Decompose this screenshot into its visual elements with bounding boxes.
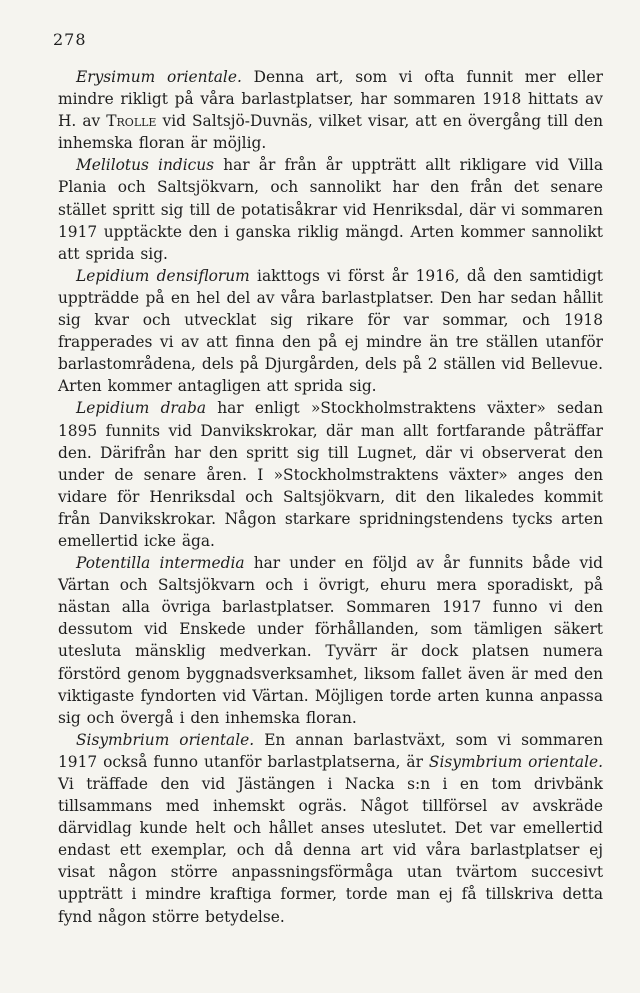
paragraph-text: har år från år uppträtt allt rikligare vid Villa Plania och Saltsjökvarn, och sannolikt har den från det senare stället spritt sig till de potatisåkrar vid Henriksdal, där vi sommaren 1917 upptäckte den i ganska riklig mängd. Arten kommer sannolikt att sprida sig. bbox=[58, 156, 604, 263]
species-name: Erysimum orientale. bbox=[76, 68, 242, 86]
paragraph-text: En annan barlastväxt, som vi sommaren 1917 också funno utanför barlastplatserna, är bbox=[58, 730, 603, 771]
text-body bbox=[58, 66, 603, 928]
species-name: Lepidium densiflorum bbox=[76, 266, 250, 285]
paragraph-potentilla bbox=[58, 552, 603, 729]
species-name: Sisymbrium orientale. bbox=[76, 730, 255, 749]
person-name: Trolle bbox=[106, 112, 157, 131]
paragraph-lepidium-densiflorum bbox=[58, 265, 603, 398]
species-name: Melilotus indicus bbox=[76, 156, 215, 175]
paragraph-melilotus bbox=[58, 154, 603, 264]
paragraph-erysimum bbox=[58, 66, 603, 154]
paragraph-text: Denna art, som vi ofta funnit mer eller mindre rikligt på våra barlastplatser, har sommaren 1918 hittats av H. av Trolle vid Saltsjö-Duvnäs, vilket visar, att en övergång till den inhemska floran är möjlig. bbox=[58, 68, 603, 153]
page-number: 278 bbox=[53, 30, 87, 49]
paragraph-text: har under en följd av år funnits både vid Värtan och Saltsjökvarn och i övrigt, ehuru mera sporadiskt, på nästan alla övriga barlastplatser. Sommaren 1917 funno vi den dessutom vid Enskede under förhållanden, som tämligen säkert utesluta mänsklig medverkan. Tyvärr är dock platsen numera förstörd genom byggnadsverksamhet, liksom fallet även är med den viktigaste fyndorten vid Värtan. Möjligen torde arten kunna anpassa sig och övergå i den inhemska floran. bbox=[58, 554, 603, 727]
species-name: Potentilla intermedia bbox=[76, 554, 245, 573]
species-name-inline: Sisymbrium orientale. bbox=[428, 752, 603, 771]
species-name: Lepidium draba bbox=[76, 399, 206, 418]
paragraph-sisymbrium bbox=[58, 729, 603, 928]
paragraph-text: iakttogs vi först år 1916, då den samtidigt uppträdde på en hel del av våra barlastplatser. Den har sedan hållit sig kvar och utvecklat sig rikare för var sommar, och 1918 frapperades vi av att finna den på ej mindre än tre ställen utanför barlastområdena, dels på Djurgården, dels på 2 ställen vid Bellevue. Arten kommer antagligen att sprida sig. bbox=[58, 266, 603, 396]
paragraph-text: Vi träffade den vid Jästängen i Nacka s:n i en tom drivbänk tillsammans med inhemskt ogräs. Något tillförsel av avskräde därvidlag kunde helt och hållet anses uteslutet. Det var emellertid endast ett exemplar, och då denna art vid våra barlastplatser ej visat någon större anpassningsförmåga utan tvärtom succesivt uppträtt i mindre kraftiga former, torde man ej få tillskriva detta fynd någon större betydelse. bbox=[58, 775, 603, 926]
paragraph-lepidium-draba bbox=[58, 397, 603, 552]
paragraph-text: har enligt »Stockholmstraktens växter» sedan 1895 funnits vid Danvikskrokar, där man allt fortfarande påträffar den. Därifrån har den spritt sig till Lugnet, där vi observerat den under de senare åren. I »Stockholmstraktens växter» anges den vidare för Henriksdal och Saltsjökvarn, dit den likaledes kommit från Danvikskrokar. Någon starkare spridningstendens tycks arten emellertid icke äga. bbox=[58, 399, 603, 550]
